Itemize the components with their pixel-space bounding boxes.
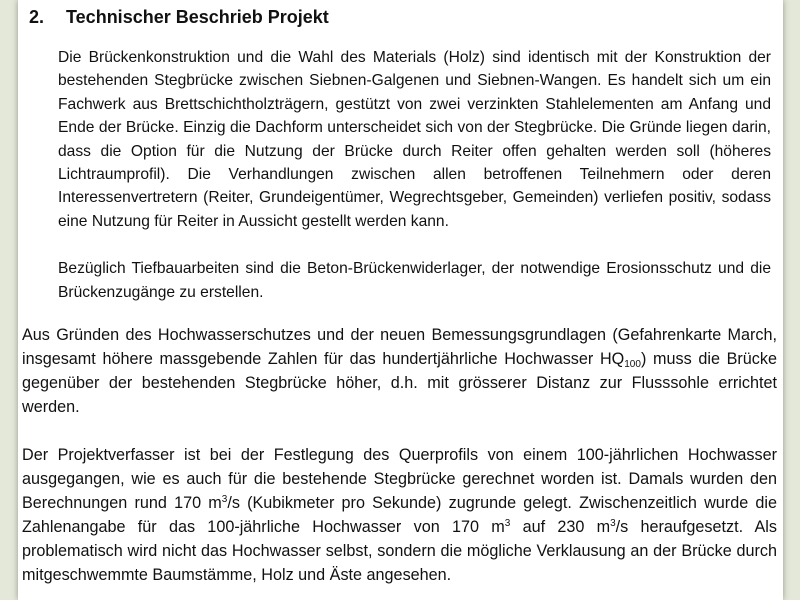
document-page: [18, 0, 783, 600]
cubic-superscript-2: 3: [504, 518, 511, 530]
paragraph-flood-protection: [22, 323, 777, 419]
cross-section-text-2: /s (Kubikmeter pro Sekunde) zugrunde gelegt. Zwischenzeitlich wurde die Zahlenangabe für das 100-jährliche Hochwasser von 170 m: [22, 494, 777, 537]
section-number: 2.: [29, 7, 45, 27]
section-heading: [29, 6, 783, 28]
flood-text-before: Aus Gründen des Hochwasserschutzes und der neuen Bemessungsgrundlagen (Gefahrenkarte March, insgesamt höhere massgebende Zahlen für das hundertjährliche Hochwasser HQ: [22, 326, 777, 369]
paragraph-cross-section: [22, 443, 777, 587]
hq-subscript: 100: [624, 359, 641, 371]
cross-section-text-3: auf 230 m: [510, 518, 611, 537]
paragraph-bridge-construction: Die Brückenkonstruktion und die Wahl des Materials (Holz) sind identisch mit der Konstruktion der bestehenden Stegbrücke zwischen Siebnen-Galgenen und Siebnen-Wangen. Es handelt sich um ein Fachwerk aus Brettschichtholzträgern, gestützt von zwei verzinkten Stahlelementen am Anfang und Ende der Brücke. Einzig die Dachform unterscheidet sich von der Stegbrücke. Die Gründe liegen darin, dass die Option für die Nutzung der Brücke durch Reiter offen gehalten werden soll (höheres Lichtraumprofil). Die Verhandlungen zwischen allen betroffenen Teilnehmern oder deren Interessenvertretern (Reiter, Grundeigentümer, Wegrechtsgeber, Gemeinden) verliefen positiv, sodass eine Nutzung für Reiter in Aussicht gestellt werden kann.: [58, 49, 771, 230]
cubic-superscript-3: 3: [610, 518, 616, 530]
section-title: Technischer Beschrieb Projekt: [66, 7, 329, 27]
flood-text-after: ) muss die Brücke gegenüber der bestehenden Stegbrücke höher, d.h. mit grösserer Distanz zur Flusssohle errichtet werden.: [22, 350, 777, 417]
paragraph-civil-works: Bezüglich Tiefbauarbeiten sind die Beton-Brückenwiderlager, der notwendige Erosionsschutz und die Brückenzugänge zu erstellen.: [58, 260, 771, 301]
cross-section-text-1: Der Projektverfasser ist bei der Festlegung des Querprofils von einem 100-jährlichen Hochwasser ausgegangen, wie es auch für die bestehende Stegbrücke gerechnet worden ist. Damals wurden den Berechnungen rund 170 m: [22, 446, 777, 513]
cubic-superscript-1: 3: [221, 494, 228, 506]
cross-section-text-4: /s heraufgesetzt. Als problematisch wird nicht das Hochwasser selbst, sondern die mögliche Verklausung an der Brücke durch mitgeschwemmte Baumstämme, Holz und Äste angesehen.: [22, 518, 777, 585]
